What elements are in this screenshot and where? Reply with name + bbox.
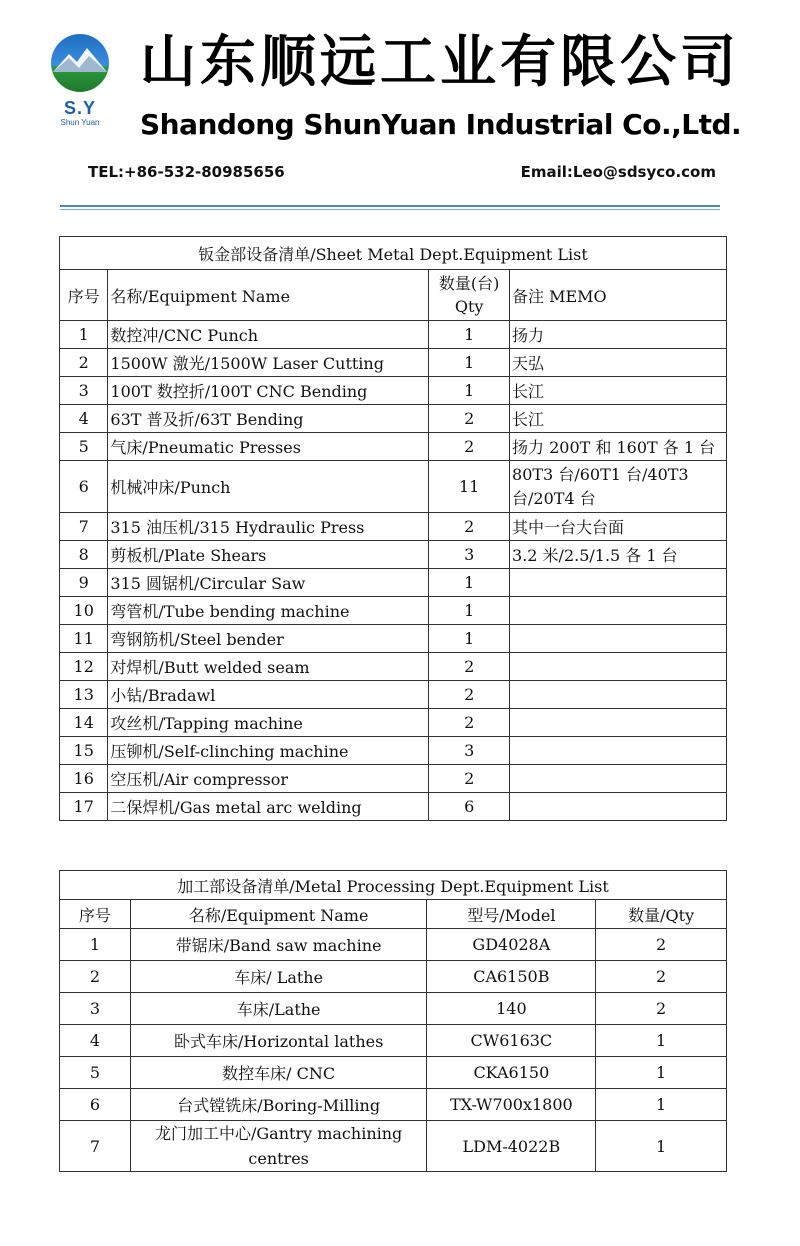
equipment-qty: 2: [429, 513, 510, 541]
equipment-qty: 1: [429, 349, 510, 377]
equipment-name: 台式镗铣床/Boring-Milling: [130, 1089, 427, 1121]
header-memo: 备注 MEMO: [510, 270, 727, 321]
header-qty-en: Qty: [454, 297, 484, 316]
table-row: [60, 349, 727, 377]
table-row: [60, 737, 727, 765]
equipment-memo: 其中一台大台面: [510, 513, 727, 541]
row-number: 13: [60, 681, 108, 709]
row-number: 4: [60, 405, 108, 433]
equipment-name: 车床/ Lathe: [130, 961, 427, 993]
equipment-qty: 1: [429, 377, 510, 405]
metal-processing-equipment-table: [59, 870, 727, 1172]
equipment-name: 对焊机/Butt welded seam: [108, 653, 429, 681]
row-number: 5: [60, 433, 108, 461]
equipment-qty: 2: [596, 993, 727, 1025]
row-number: 12: [60, 653, 108, 681]
row-number: 3: [60, 993, 131, 1025]
equipment-memo: [510, 793, 727, 821]
header-qty: 数量/Qty: [596, 900, 727, 929]
equipment-name: 1500W 激光/1500W Laser Cutting: [108, 349, 429, 377]
equipment-name: 315 圆锯机/Circular Saw: [108, 569, 429, 597]
header-no: 序号: [60, 270, 108, 321]
table-row: [60, 541, 727, 569]
table-row: [60, 1057, 727, 1089]
equipment-qty: 3: [429, 737, 510, 765]
table-row: [60, 961, 727, 993]
equipment-memo: 扬力 200T 和 160T 各 1 台: [510, 433, 727, 461]
equipment-qty: 2: [429, 709, 510, 737]
table-row: [60, 405, 727, 433]
table-row: [60, 793, 727, 821]
header-name: 名称/Equipment Name: [130, 900, 427, 929]
row-number: 3: [60, 377, 108, 405]
mountain-logo-icon: [51, 34, 109, 92]
equipment-model: LDM-4022B: [427, 1121, 596, 1172]
equipment-model: CKA6150: [427, 1057, 596, 1089]
table-row: [60, 993, 727, 1025]
equipment-memo: 天弘: [510, 349, 727, 377]
company-name-cn: 山东顺远工业有限公司: [140, 30, 740, 95]
row-number: 15: [60, 737, 108, 765]
table-title: 钣金部设备清单/Sheet Metal Dept.Equipment List: [60, 237, 727, 270]
row-number: 10: [60, 597, 108, 625]
equipment-memo: [510, 653, 727, 681]
row-number: 5: [60, 1057, 131, 1089]
table-row: [60, 1121, 727, 1172]
equipment-name: 机械冲床/Punch: [108, 461, 429, 513]
equipment-name: 攻丝机/Tapping machine: [108, 709, 429, 737]
header-model: 型号/Model: [427, 900, 596, 929]
table-row: [60, 321, 727, 349]
equipment-memo: 长江: [510, 405, 727, 433]
equipment-qty: 1: [429, 569, 510, 597]
row-number: 8: [60, 541, 108, 569]
equipment-memo: [510, 709, 727, 737]
equipment-qty: 1: [596, 1025, 727, 1057]
equipment-memo: [510, 681, 727, 709]
company-name-en: Shandong ShunYuan Industrial Co.,Ltd.: [140, 108, 742, 141]
equipment-qty: 2: [429, 433, 510, 461]
header-qty: [429, 270, 510, 321]
equipment-name: 剪板机/Plate Shears: [108, 541, 429, 569]
table-row: [60, 569, 727, 597]
row-number: 17: [60, 793, 108, 821]
table-row: [60, 597, 727, 625]
equipment-name: 空压机/Air compressor: [108, 765, 429, 793]
equipment-name: 315 油压机/315 Hydraulic Press: [108, 513, 429, 541]
equipment-memo: 扬力: [510, 321, 727, 349]
table-row: [60, 1089, 727, 1121]
equipment-model: CA6150B: [427, 961, 596, 993]
logo-text: S.Y: [63, 98, 96, 118]
equipment-name: 带锯床/Band saw machine: [130, 929, 427, 961]
equipment-memo: [510, 765, 727, 793]
equipment-qty: 1: [596, 1057, 727, 1089]
table-row: [60, 653, 727, 681]
row-number: 7: [60, 513, 108, 541]
row-number: 7: [60, 1121, 131, 1172]
equipment-name: 气床/Pneumatic Presses: [108, 433, 429, 461]
table-row: [60, 681, 727, 709]
row-number: 1: [60, 321, 108, 349]
equipment-model: TX-W700x1800: [427, 1089, 596, 1121]
equipment-memo: 80T3 台/60T1 台/40T3 台/20T4 台: [510, 461, 727, 513]
equipment-name: 数控冲/CNC Punch: [108, 321, 429, 349]
equipment-name: 小钻/Bradawl: [108, 681, 429, 709]
row-number: 6: [60, 1089, 131, 1121]
equipment-qty: 1: [429, 597, 510, 625]
row-number: 2: [60, 961, 131, 993]
row-number: 6: [60, 461, 108, 513]
telephone: TEL:+86-532-80985656: [88, 163, 285, 181]
table-row: [60, 1025, 727, 1057]
equipment-name: 63T 普及折/63T Bending: [108, 405, 429, 433]
equipment-name: 车床/Lathe: [130, 993, 427, 1025]
equipment-name: 卧式车床/Horizontal lathes: [130, 1025, 427, 1057]
table-row: [60, 929, 727, 961]
equipment-qty: 1: [596, 1089, 727, 1121]
equipment-memo: 3.2 米/2.5/1.5 各 1 台: [510, 541, 727, 569]
header-qty-cn: 数量(台): [438, 274, 500, 293]
row-number: 1: [60, 929, 131, 961]
row-number: 9: [60, 569, 108, 597]
equipment-model: GD4028A: [427, 929, 596, 961]
equipment-qty: 2: [596, 929, 727, 961]
equipment-qty: 1: [429, 321, 510, 349]
row-number: 11: [60, 625, 108, 653]
header-divider: [60, 205, 720, 207]
equipment-qty: 2: [429, 765, 510, 793]
equipment-name: 弯钢筋机/Steel bender: [108, 625, 429, 653]
equipment-name: 数控车床/ CNC: [130, 1057, 427, 1089]
header-no: 序号: [60, 900, 131, 929]
equipment-name: 压铆机/Self-clinching machine: [108, 737, 429, 765]
equipment-qty: 3: [429, 541, 510, 569]
equipment-model: CW6163C: [427, 1025, 596, 1057]
row-number: 2: [60, 349, 108, 377]
equipment-qty: 1: [596, 1121, 727, 1172]
table-row: [60, 709, 727, 737]
header-divider-thin: [60, 209, 720, 210]
equipment-name: 二保焊机/Gas metal arc welding: [108, 793, 429, 821]
equipment-qty: 2: [429, 405, 510, 433]
equipment-memo: 长江: [510, 377, 727, 405]
table-row: [60, 461, 727, 513]
equipment-memo: [510, 597, 727, 625]
header-name: 名称/Equipment Name: [108, 270, 429, 321]
row-number: 16: [60, 765, 108, 793]
company-logo: [48, 34, 112, 127]
equipment-qty: 2: [596, 961, 727, 993]
equipment-qty: 2: [429, 681, 510, 709]
table-row: [60, 625, 727, 653]
equipment-name: 100T 数控折/100T CNC Bending: [108, 377, 429, 405]
equipment-qty: 11: [429, 461, 510, 513]
sheet-metal-equipment-table: [59, 236, 727, 821]
table-row: [60, 377, 727, 405]
table-row: [60, 513, 727, 541]
row-number: 14: [60, 709, 108, 737]
equipment-model: 140: [427, 993, 596, 1025]
equipment-name: 弯管机/Tube bending machine: [108, 597, 429, 625]
table-title: 加工部设备清单/Metal Processing Dept.Equipment List: [60, 871, 727, 900]
table-row: [60, 765, 727, 793]
equipment-qty: 2: [429, 653, 510, 681]
equipment-qty: 1: [429, 625, 510, 653]
row-number: 4: [60, 1025, 131, 1057]
equipment-memo: [510, 569, 727, 597]
equipment-memo: [510, 737, 727, 765]
logo-subtext: Shun Yuan: [60, 118, 100, 127]
equipment-name: 龙门加工中心/Gantry machining centres: [130, 1121, 427, 1172]
equipment-memo: [510, 625, 727, 653]
table-row: [60, 433, 727, 461]
email: Email:Leo@sdsyco.com: [520, 163, 716, 181]
equipment-qty: 6: [429, 793, 510, 821]
